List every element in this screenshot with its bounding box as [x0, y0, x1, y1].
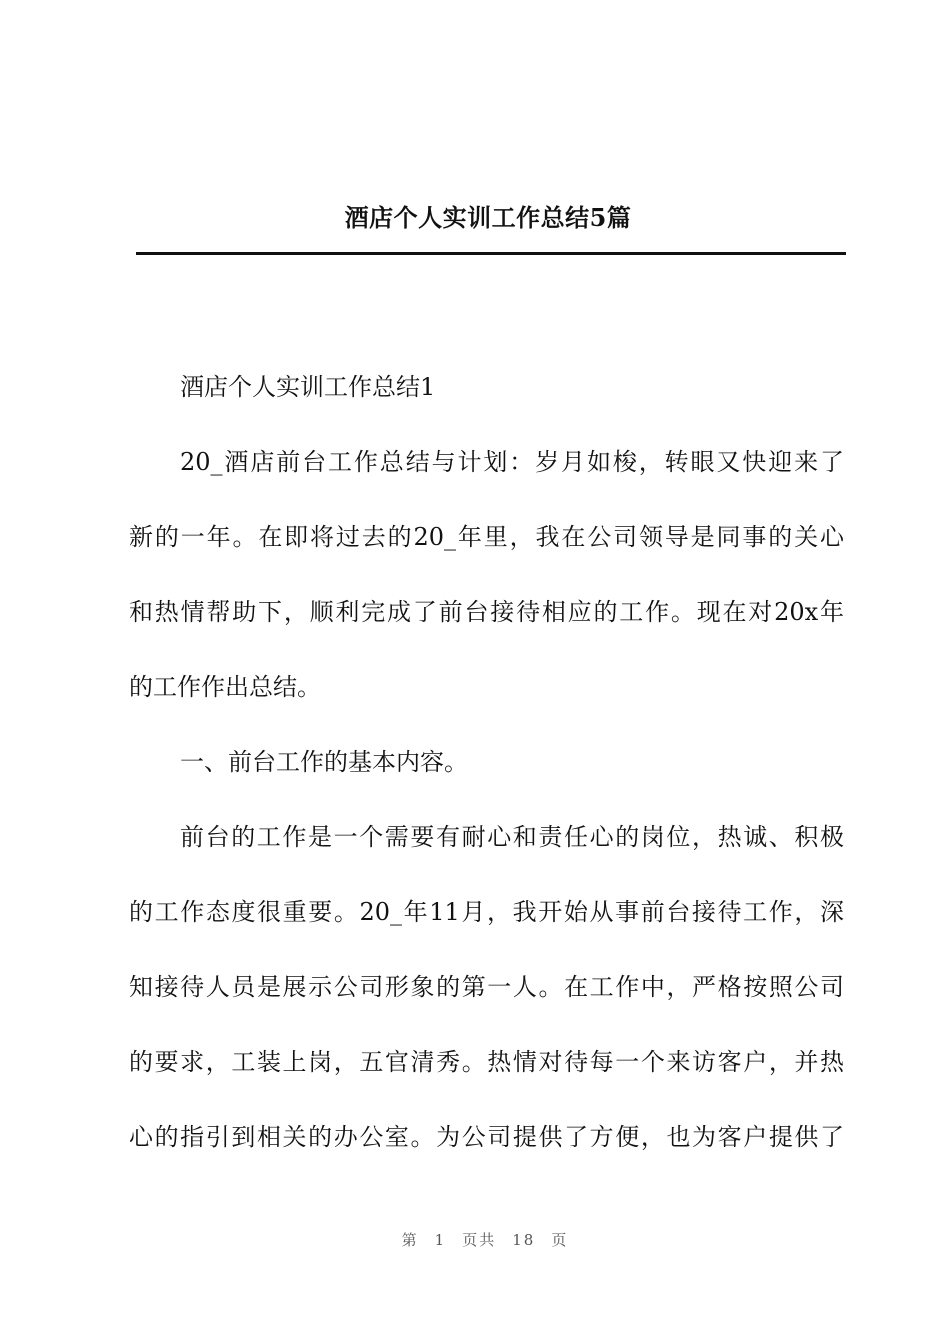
subsection-heading: 一、前台工作的基本内容。	[180, 748, 468, 776]
text-line: 知接待人员是展示公司形象的第一人。在工作中，严格按照公司	[129, 973, 844, 1001]
footer-total-pages: 18	[512, 1231, 536, 1249]
page-footer	[0, 1229, 950, 1250]
footer-label-before: 第	[401, 1231, 419, 1249]
text-line: 20_酒店前台工作总结与计划：岁月如梭，转眼又快迎来了	[180, 448, 844, 476]
text-line: 前台的工作是一个需要有耐心和责任心的岗位，热诚、积极	[180, 823, 844, 851]
title-underline	[136, 252, 846, 255]
text-line: 心的指引到相关的办公室。为公司提供了方便，也为客户提供了	[129, 1123, 844, 1151]
footer-page-number: 1	[434, 1231, 447, 1249]
document-body	[129, 350, 844, 1175]
footer-label-after: 页	[551, 1231, 569, 1249]
text-line: 的要求，工装上岗，五官清秀。热情对待每一个来访客户，并热	[129, 1048, 844, 1076]
text-line: 新的一年。在即将过去的20_年里，我在公司领导是同事的关心	[129, 523, 844, 551]
section-heading: 酒店个人实训工作总结1	[180, 373, 436, 401]
text-line: 和热情帮助下，顺利完成了前台接待相应的工作。现在对20x年	[129, 598, 844, 626]
footer-label-middle: 页共	[462, 1231, 497, 1249]
text-line: 的工作态度很重要。20_年11月，我开始从事前台接待工作，深	[129, 898, 844, 926]
text-line: 的工作作出总结。	[129, 673, 321, 701]
document-title: 酒店个人实训工作总结5篇	[344, 203, 632, 232]
